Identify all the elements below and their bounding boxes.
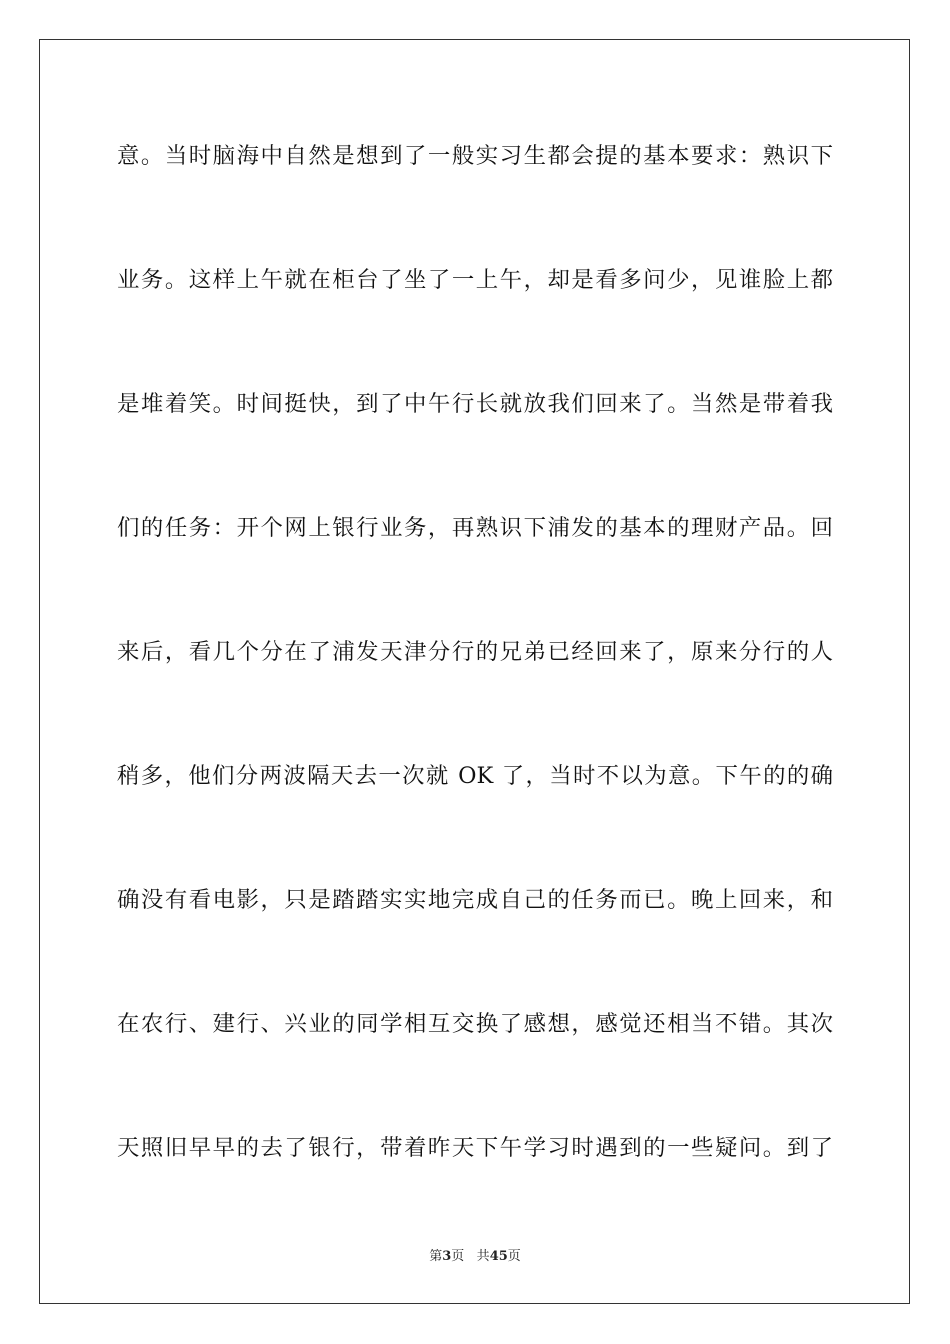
page-number: 3 <box>442 1249 452 1264</box>
total-suffix: 页 <box>507 1249 521 1264</box>
text-line: 天照旧早早的去了银行，带着昨天下午学习时遇到的一些疑问。到了 <box>117 1135 833 1161</box>
text-line: 意。当时脑海中自然是想到了一般实习生都会提的基本要求：熟识下 <box>117 143 833 169</box>
page-footer <box>0 1247 950 1267</box>
text-line: 确没有看电影，只是踏踏实实地完成自己的任务而已。晚上回来，和 <box>117 887 833 913</box>
text-line: 们的任务：开个网上银行业务，再熟识下浦发的基本的理财产品。回 <box>117 515 833 541</box>
text-line: 稍多，他们分两波隔天去一次就 OK 了，当时不以为意。下午的的确 <box>117 763 833 789</box>
page-prefix: 第 <box>429 1249 443 1264</box>
text-line: 业务。这样上午就在柜台了坐了一上午，却是看多问少，见谁脸上都 <box>117 267 833 293</box>
text-line: 来后，看几个分在了浦发天津分行的兄弟已经回来了，原来分行的人 <box>117 639 833 665</box>
text-line: 在农行、建行、兴业的同学相互交换了感想，感觉还相当不错。其次 <box>117 1011 833 1037</box>
page-suffix: 页 <box>451 1249 465 1264</box>
total-pages: 45 <box>489 1249 508 1264</box>
text-line: 是堆着笑。时间挺快，到了中午行长就放我们回来了。当然是带着我 <box>117 391 833 417</box>
document-body <box>117 125 833 1241</box>
total-prefix: 共 <box>476 1249 490 1264</box>
